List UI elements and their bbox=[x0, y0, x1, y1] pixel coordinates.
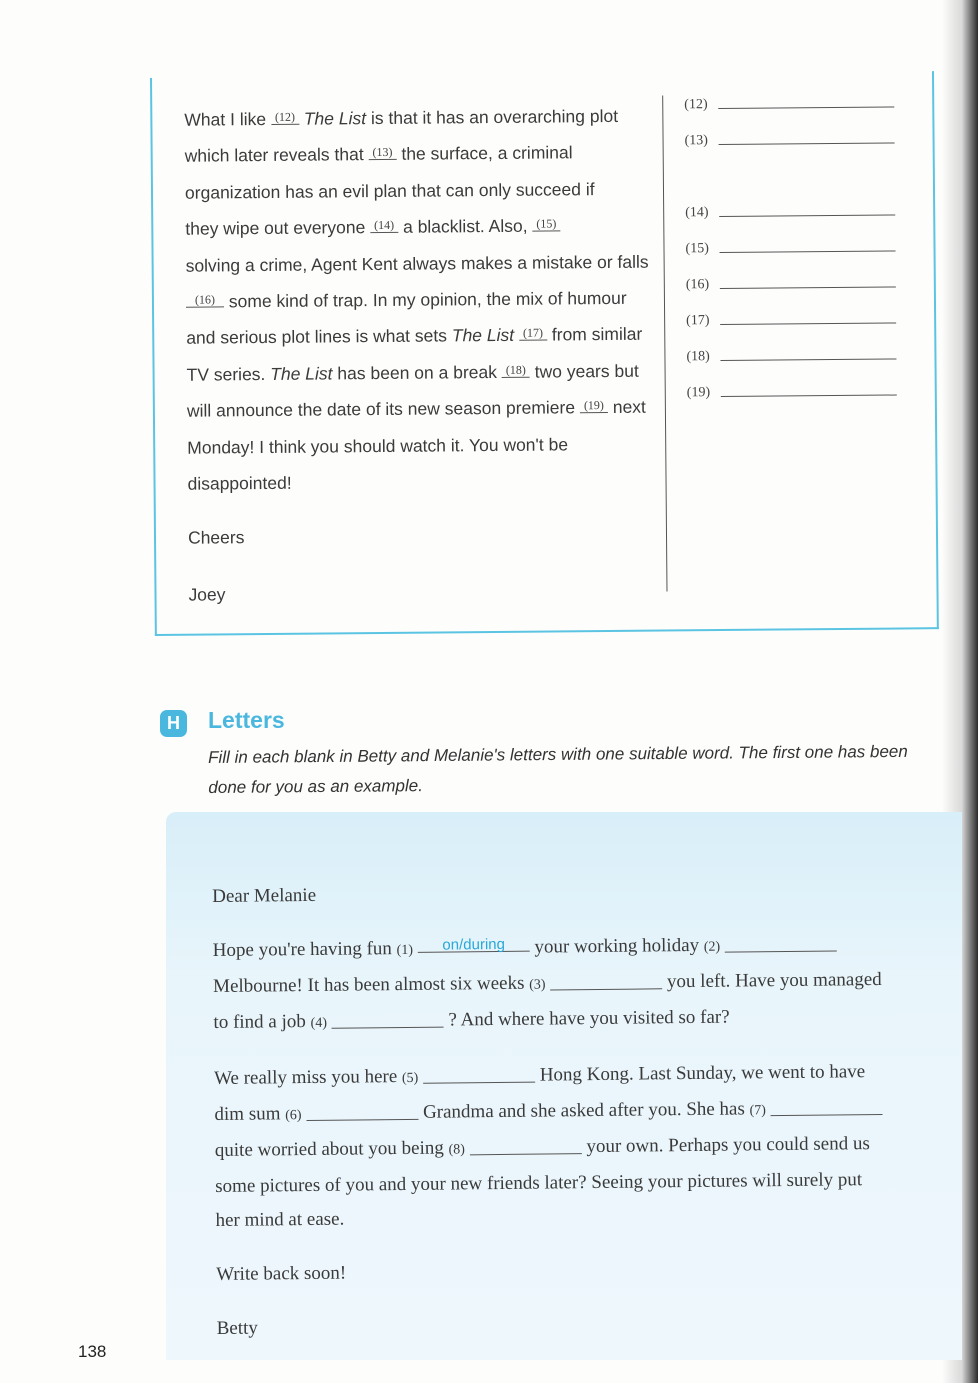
letter-blank-7[interactable] bbox=[771, 1096, 883, 1116]
example-answer: on/during bbox=[442, 935, 506, 954]
page-number: 138 bbox=[78, 1342, 107, 1361]
blank-19: (19) bbox=[580, 398, 608, 413]
blank-14: (14) bbox=[370, 218, 398, 233]
answer-line-19[interactable]: (19) bbox=[687, 383, 897, 401]
blank-13: (13) bbox=[368, 145, 396, 160]
letter-greeting: Dear Melanie bbox=[212, 884, 317, 907]
section-instruction: Fill in each blank in Betty and Melanie's letters with one suitable word. The first one has been done for you as an example. bbox=[208, 741, 908, 797]
passage-signature: Joey bbox=[188, 584, 226, 605]
letter-blank-5[interactable] bbox=[423, 1064, 535, 1084]
letter-blank-4[interactable] bbox=[332, 1009, 444, 1029]
letter-blank-3[interactable] bbox=[550, 970, 662, 990]
letter-box bbox=[166, 812, 962, 1360]
letter-blank-6[interactable] bbox=[306, 1101, 418, 1121]
letter-closing: Write back soon! bbox=[216, 1262, 347, 1285]
letter-signature: Betty bbox=[216, 1317, 258, 1339]
answer-line-17[interactable]: (17) bbox=[686, 311, 896, 329]
answer-line-13[interactable]: (13) bbox=[685, 132, 895, 150]
column-divider bbox=[662, 96, 667, 592]
answer-line-12[interactable]: (12) bbox=[684, 96, 894, 114]
blank-12: (12) bbox=[271, 110, 299, 125]
answer-line-14[interactable]: (14) bbox=[685, 204, 895, 222]
blank-17: (17) bbox=[519, 326, 547, 341]
letter-blank-2[interactable] bbox=[725, 932, 837, 952]
answer-line-18[interactable]: (18) bbox=[686, 347, 896, 365]
blank-16: (16) bbox=[186, 292, 224, 307]
passage-box bbox=[150, 71, 939, 636]
letter-blank-1[interactable] bbox=[418, 933, 530, 953]
passage-closing: Cheers bbox=[187, 527, 245, 549]
blank-18: (18) bbox=[502, 363, 530, 378]
letter-text: Dear Melanie Hope you're having fun (1) $^{on/during}$ your working holiday (2) Melbourne! It has been almost six weeks (3) you left. Have you managed to find a job (4) ? And where have you visited so far? We really miss you here (5) Hong Kong. Last Sunday, we went to have dim sum (6) Grandma and she asked after you. She has (7) quite worried about you being (8) your own. Perhaps you could send us some pictures of you and your new friends later? Seeing your pictures will surely put her mind at ease. Write back soon! Betty bbox=[212, 873, 929, 1346]
section-badge: H bbox=[160, 710, 187, 737]
section-title: Letters bbox=[208, 707, 285, 733]
blank-15: (15) bbox=[532, 217, 560, 232]
passage-text: What I like (12) The List is that it has an overarching plot which later reveals that (13) the surface, a criminal organization has an evil plan that can only succeed if they wipe out everyone (14) a blacklist. Also, (15) solving a crime, Agent Kent always makes a mistake or falls (16) some kind of trap. In my opinion, the mix of humour and serious plot lines is what sets The List (17) from similar TV series. The List has been on a break (18) two years but will announce the date of its new season premiere (19) next Monday! I think you should watch it. You won't be disappointed! Cheers Joey bbox=[184, 98, 658, 613]
answer-column bbox=[684, 95, 904, 401]
answer-line-16[interactable]: (16) bbox=[686, 275, 896, 293]
answer-line-15[interactable]: (15) bbox=[685, 240, 895, 258]
letter-blank-8[interactable] bbox=[470, 1135, 582, 1155]
